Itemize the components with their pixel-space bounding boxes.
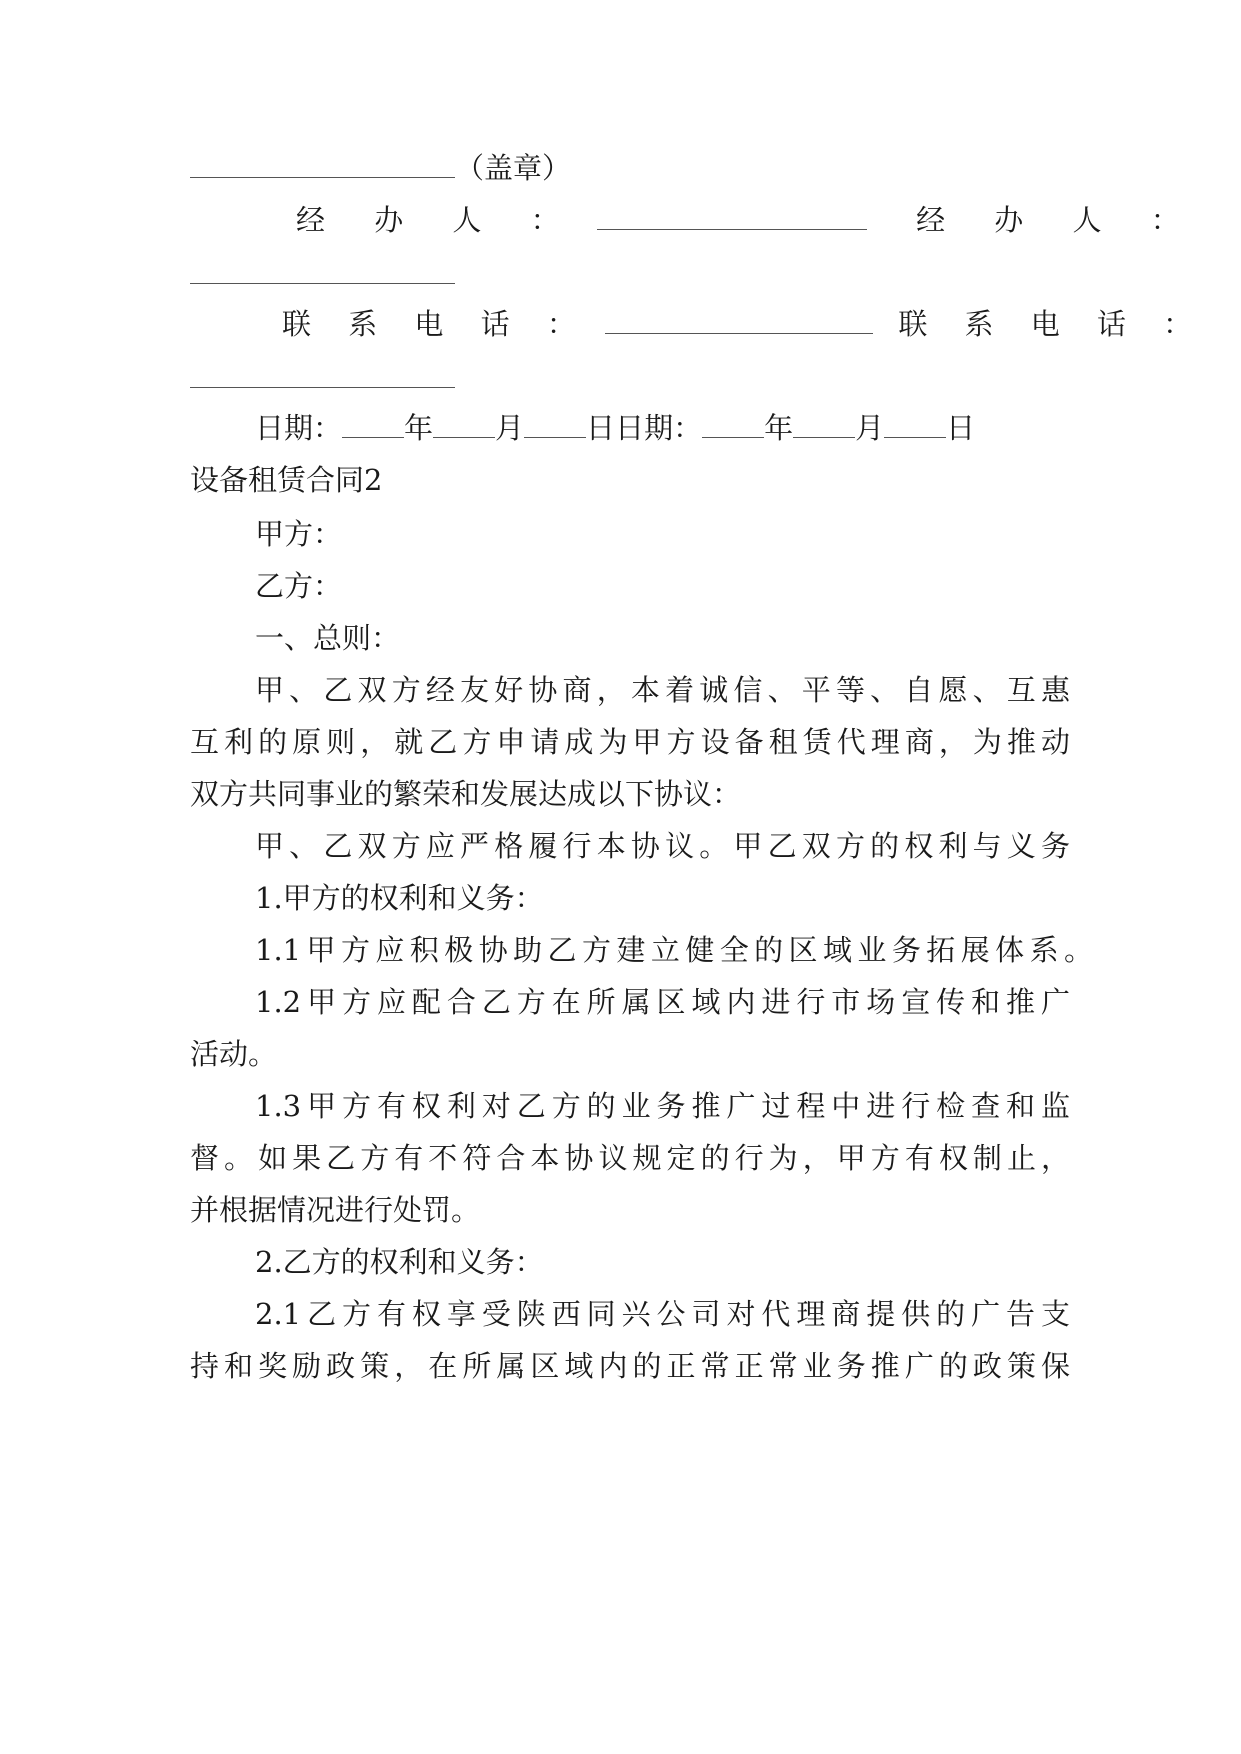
phone-blank-a [605, 303, 873, 334]
month-blank-b [793, 407, 855, 438]
contract-title: 设备租赁合同2 [190, 463, 383, 497]
date-label-a: 日期： [255, 411, 343, 445]
date-line [255, 406, 1070, 450]
paragraph-line: 甲、乙双方经友好协商，本着诚信、平等、自愿、互惠 [255, 673, 1070, 707]
clause-1-1: 1.1甲方应积极协助乙方建立健全的区域业务拓展体系。 [255, 933, 1093, 967]
paragraph-line: 甲、乙双方应严格履行本协议。甲乙双方的权利与义务 [255, 829, 1070, 863]
party-b-rights-heading: 2.乙方的权利和义务： [255, 1245, 544, 1279]
paragraph-line: 互利的原则，就乙方申请成为甲方设备租赁代理商，为推动 [190, 725, 1070, 759]
handler-blank-b [190, 253, 455, 284]
year-label-a: 年 [404, 411, 434, 445]
date-label-b: 日期： [615, 411, 703, 445]
phone-label-b: 联 系 电 话 ： [898, 307, 1207, 341]
month-blank-a [433, 407, 495, 438]
clause-2-1-line: 2.1乙方有权享受陕西同兴公司对代理商提供的广告支 [255, 1297, 1070, 1331]
handler-label-b: 经 办 人 ： [916, 203, 1200, 237]
handler-blank-a [597, 199, 867, 230]
handler-line [296, 198, 1200, 242]
phone-line [282, 302, 1207, 346]
seal-blank [190, 147, 455, 178]
day-label-b: 日 [946, 411, 976, 445]
party-a: 甲方： [255, 517, 343, 551]
paragraph-line: 双方共同事业的繁荣和发展达成以下协议： [190, 777, 742, 811]
year-label-b: 年 [764, 411, 794, 445]
clause-1-2-line: 活动。 [190, 1037, 278, 1071]
day-blank-b [884, 407, 946, 438]
phone-blank-b [190, 357, 455, 388]
party-a-rights-heading: 1.甲方的权利和义务： [255, 881, 544, 915]
month-label-b: 月 [855, 411, 885, 445]
year-blank-a [342, 407, 404, 438]
handler-blank-b-line [190, 252, 1070, 296]
day-blank-a [524, 407, 586, 438]
phone-blank-b-line [190, 356, 1070, 400]
handler-label-a: 经 办 人 ： [296, 203, 580, 237]
clause-1-2-line: 1.2甲方应配合乙方在所属区域内进行市场宣传和推广 [255, 985, 1070, 1019]
phone-label-a: 联 系 电 话 ： [282, 307, 590, 341]
year-blank-b [702, 407, 764, 438]
month-label-a: 月 [495, 411, 525, 445]
seal-label: （盖章） [455, 151, 572, 185]
general-heading: 一、总则： [255, 621, 401, 655]
day-label-a: 日 [586, 411, 616, 445]
party-b: 乙方： [255, 569, 343, 603]
clause-1-3-line: 1.3甲方有权利对乙方的业务推广过程中进行检查和监 [255, 1089, 1070, 1123]
clause-1-3-line: 并根据情况进行处罚。 [190, 1193, 481, 1227]
clause-1-3-line: 督。如果乙方有不符合本协议规定的行为，甲方有权制止， [190, 1141, 1070, 1175]
clause-2-1-line: 持和奖励政策，在所属区域内的正常正常业务推广的政策保 [190, 1349, 1070, 1383]
seal-line [190, 146, 1070, 190]
